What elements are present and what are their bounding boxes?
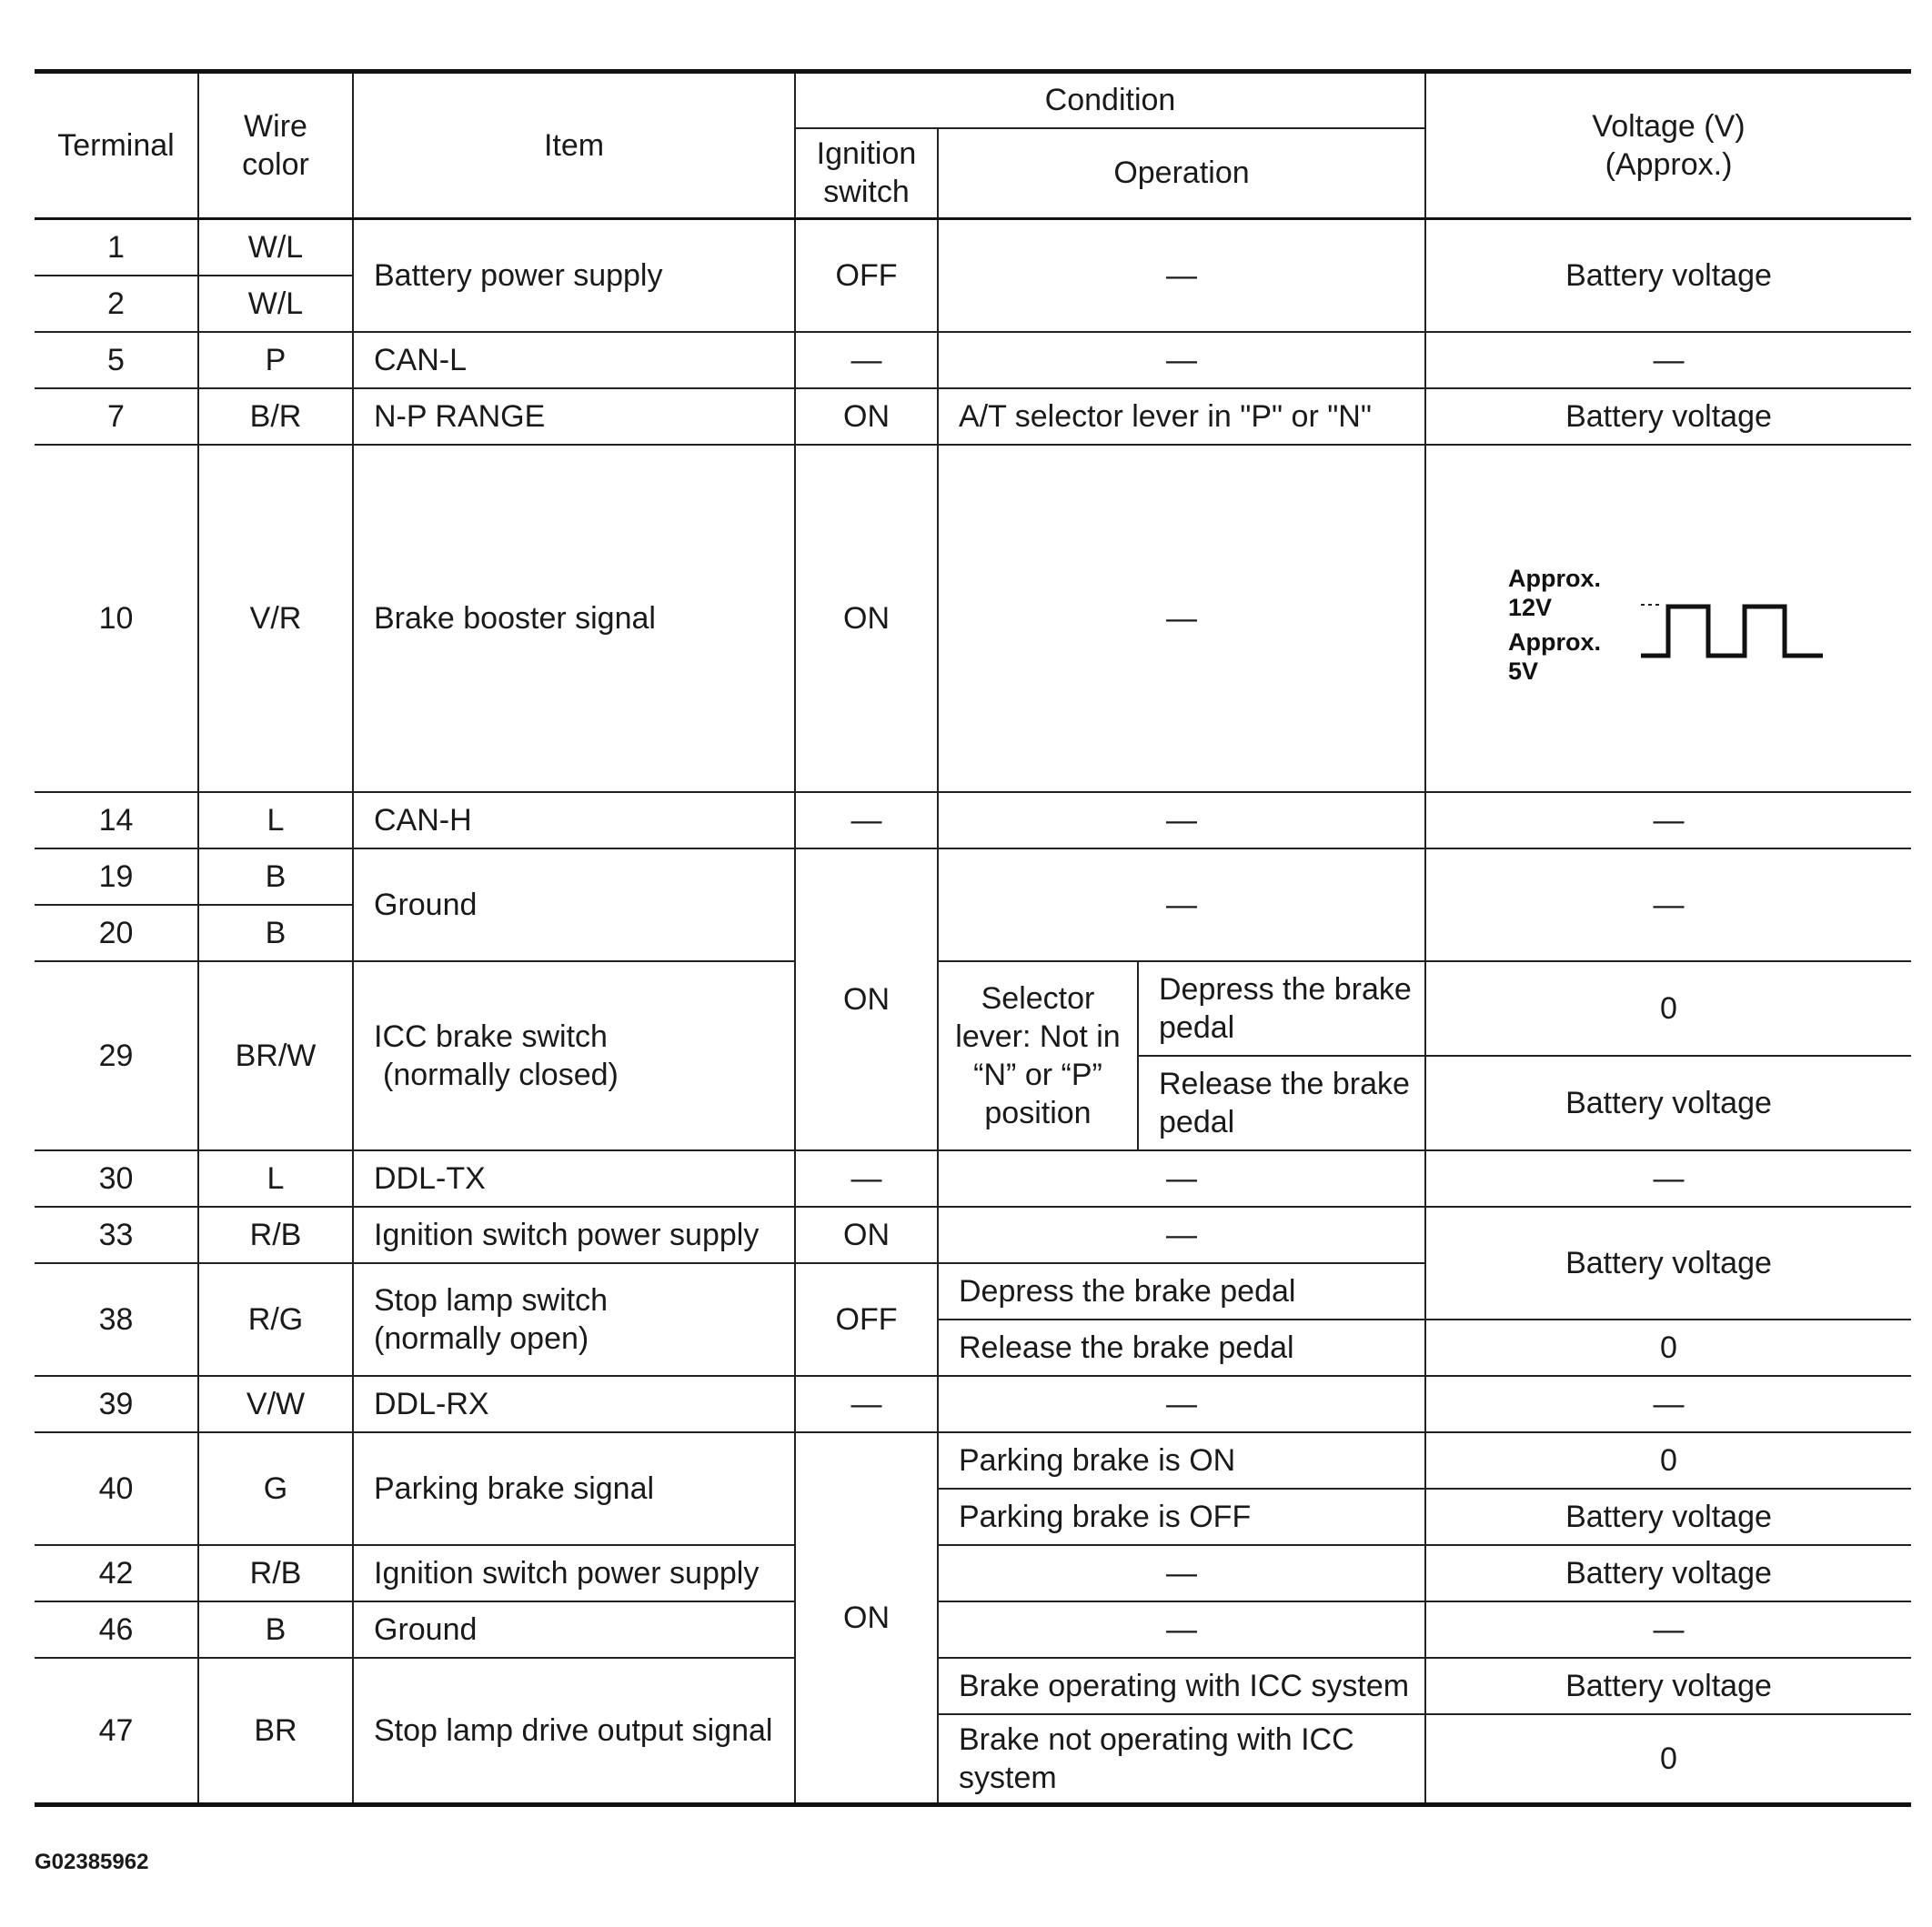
operation-cell: Brake operating with ICC system xyxy=(938,1658,1425,1714)
terminal-cell: 39 xyxy=(35,1376,198,1432)
operation-cell: Release the brake pedal xyxy=(938,1320,1425,1376)
header-operation: Operation xyxy=(938,128,1425,219)
wire-color-cell: B xyxy=(198,1601,353,1658)
waveform-low-label-2: 5V xyxy=(1508,657,1539,685)
operation-cell: — xyxy=(938,792,1425,848)
voltage-cell: Battery voltage xyxy=(1425,1545,1911,1601)
operation-cell: — xyxy=(938,332,1425,388)
wire-color-cell: L xyxy=(198,792,353,848)
item-line: (normally open) xyxy=(374,1320,589,1356)
voltage-cell: Battery voltage xyxy=(1425,1056,1911,1150)
terminal-cell: 47 xyxy=(35,1658,198,1805)
voltage-cell: — xyxy=(1425,1601,1911,1658)
wire-color-cell: G xyxy=(198,1432,353,1545)
ignition-cell: — xyxy=(795,792,938,848)
item-cell: Ground xyxy=(353,1601,795,1658)
waveform-high-label-1: Approx. xyxy=(1508,564,1602,592)
operation-cell: — xyxy=(938,1376,1425,1432)
item-line: (normally closed) xyxy=(383,1057,619,1092)
terminal-table xyxy=(35,69,1911,1807)
voltage-cell: Battery voltage xyxy=(1425,1658,1911,1714)
header-voltage-label: Voltage (V) xyxy=(1592,109,1746,144)
ignition-cell: — xyxy=(795,1376,938,1432)
ignition-cell: — xyxy=(795,332,938,388)
item-cell: CAN-H xyxy=(353,792,795,848)
terminal-cell: 2 xyxy=(35,276,198,332)
item-cell: DDL-TX xyxy=(353,1150,795,1207)
operation-cell: — xyxy=(938,219,1425,332)
voltage-cell: Battery voltage xyxy=(1425,388,1911,445)
voltage-cell: Battery voltage xyxy=(1425,1489,1911,1545)
operation-cell: Parking brake is OFF xyxy=(938,1489,1425,1545)
wire-color-cell: BR xyxy=(198,1658,353,1805)
wire-color-cell: R/B xyxy=(198,1207,353,1263)
waveform-trace xyxy=(1641,607,1823,656)
wire-color-cell: V/R xyxy=(198,445,353,792)
voltage-cell: 0 xyxy=(1425,961,1911,1056)
terminal-cell: 1 xyxy=(35,219,198,276)
item-cell: Stop lamp drive output signal xyxy=(353,1658,795,1805)
operation-cell: — xyxy=(938,848,1425,961)
item-line: ICC brake switch xyxy=(374,1019,608,1054)
wire-color-cell: R/G xyxy=(198,1263,353,1376)
operation-cell: — xyxy=(938,1601,1425,1658)
figure-id: G02385962 xyxy=(35,1850,149,1874)
ignition-cell: ON xyxy=(795,1207,938,1263)
wire-color-cell: W/L xyxy=(198,219,353,276)
operation-cell: — xyxy=(938,1545,1425,1601)
voltage-cell: 0 xyxy=(1425,1320,1911,1376)
item-cell xyxy=(353,961,795,1150)
wire-color-cell: B xyxy=(198,905,353,961)
waveform-low-label-1: Approx. xyxy=(1508,627,1602,656)
ignition-cell: ON xyxy=(795,388,938,445)
operation-cell: Depress the brake pedal xyxy=(938,1263,1425,1320)
operation-cell: Brake not operating with ICC system xyxy=(938,1714,1425,1805)
header-condition: Condition xyxy=(795,72,1425,128)
item-cell: Brake booster signal xyxy=(353,445,795,792)
terminal-cell: 19 xyxy=(35,848,198,905)
header-ignition-switch: Ignition switch xyxy=(795,128,938,219)
terminal-cell: 33 xyxy=(35,1207,198,1263)
ignition-cell: ON xyxy=(795,445,938,792)
item-cell: DDL-RX xyxy=(353,1376,795,1432)
item-cell: Ground xyxy=(353,848,795,961)
item-cell: Ignition switch power supply xyxy=(353,1545,795,1601)
wire-color-cell: L xyxy=(198,1150,353,1207)
wire-color-cell: BR/W xyxy=(198,961,353,1150)
terminal-cell: 40 xyxy=(35,1432,198,1545)
terminal-cell: 20 xyxy=(35,905,198,961)
operation-cell: — xyxy=(938,445,1425,792)
item-cell: Battery power supply xyxy=(353,219,795,332)
operation-cell: Depress the brake pedal xyxy=(1138,961,1425,1056)
pulse-waveform xyxy=(1435,523,1921,705)
ignition-cell: ON xyxy=(795,848,938,1150)
wire-color-cell: P xyxy=(198,332,353,388)
voltage-cell: — xyxy=(1425,1376,1911,1432)
terminal-cell: 5 xyxy=(35,332,198,388)
operation-cell: — xyxy=(938,1150,1425,1207)
item-cell: CAN-L xyxy=(353,332,795,388)
wire-color-cell: B/R xyxy=(198,388,353,445)
voltage-cell: Battery voltage xyxy=(1425,219,1911,332)
voltage-cell: — xyxy=(1425,848,1911,961)
header-voltage-sub: (Approx.) xyxy=(1605,147,1733,182)
item-cell xyxy=(353,1263,795,1376)
header-terminal: Terminal xyxy=(35,72,198,219)
waveform-high-label-2: 12V xyxy=(1508,593,1553,621)
terminal-cell: 10 xyxy=(35,445,198,792)
terminal-cell: 30 xyxy=(35,1150,198,1207)
operation-cell: Parking brake is ON xyxy=(938,1432,1425,1489)
terminal-cell: 29 xyxy=(35,961,198,1150)
voltage-cell: 0 xyxy=(1425,1714,1911,1805)
terminal-cell: 14 xyxy=(35,792,198,848)
voltage-cell: 0 xyxy=(1425,1432,1911,1489)
terminal-cell: 7 xyxy=(35,388,198,445)
voltage-cell: — xyxy=(1425,792,1911,848)
item-cell: Ignition switch power supply xyxy=(353,1207,795,1263)
terminal-cell: 38 xyxy=(35,1263,198,1376)
ignition-cell: ON xyxy=(795,1432,938,1805)
header-wire-color: Wire color xyxy=(198,72,353,219)
voltage-waveform-cell xyxy=(1425,445,1911,792)
operation-cell: A/T selector lever in "P" or "N" xyxy=(938,388,1425,445)
item-cell: Parking brake signal xyxy=(353,1432,795,1545)
wire-color-cell: V/W xyxy=(198,1376,353,1432)
wire-color-cell: R/B xyxy=(198,1545,353,1601)
header-item: Item xyxy=(353,72,795,219)
voltage-cell: — xyxy=(1425,1150,1911,1207)
voltage-cell: — xyxy=(1425,332,1911,388)
voltage-cell: Battery voltage xyxy=(1425,1207,1911,1320)
selector-condition-cell: Selector lever: Not in “N” or “P” position xyxy=(938,961,1138,1150)
terminal-spec-sheet xyxy=(35,69,1911,1807)
ignition-cell: — xyxy=(795,1150,938,1207)
wire-color-cell: B xyxy=(198,848,353,905)
terminal-cell: 46 xyxy=(35,1601,198,1658)
operation-cell: Release the brake pedal xyxy=(1138,1056,1425,1150)
operation-cell: — xyxy=(938,1207,1425,1263)
header-voltage xyxy=(1425,72,1911,219)
ignition-cell: OFF xyxy=(795,1263,938,1376)
item-line: Stop lamp switch xyxy=(374,1282,608,1318)
wire-color-cell: W/L xyxy=(198,276,353,332)
item-cell: N-P RANGE xyxy=(353,388,795,445)
ignition-cell: OFF xyxy=(795,219,938,332)
terminal-cell: 42 xyxy=(35,1545,198,1601)
